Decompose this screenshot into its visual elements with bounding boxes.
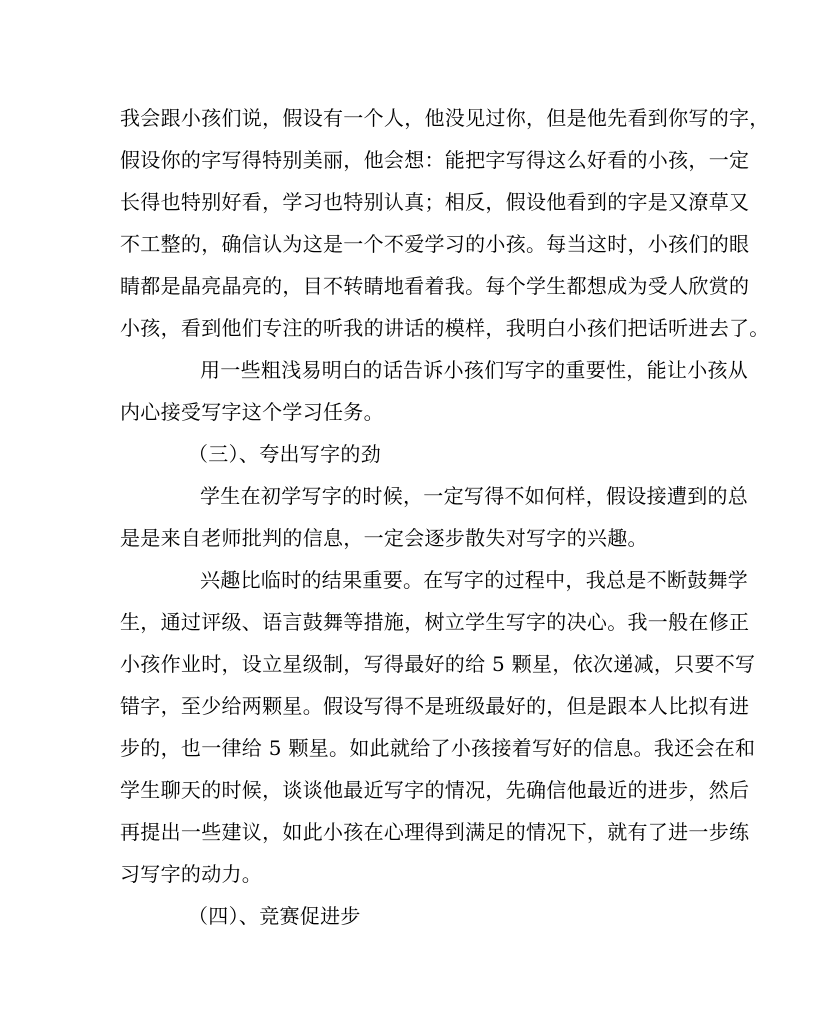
text-line: 不工整的，确信认为这是一个不爱学习的小孩。每当这时，小孩们的眼 xyxy=(120,232,750,256)
text-line: 步的，也一律给 5 颗星。如此就给了小孩接着写好的信息。我还会在和 xyxy=(120,736,756,760)
text-line: 小孩，看到他们专注的听我的讲话的模样，我明白小孩们把话听进去了。 xyxy=(120,316,770,340)
text-line: 长得也特别好看，学习也特别认真；相反，假设他看到的字是又潦草又 xyxy=(120,190,750,214)
text-line: 小孩作业时，设立星级制，写得最好的给 5 颗星，依次递减，只要不写 xyxy=(120,652,756,676)
text-line: 是是来自老师批判的信息，一定会逐步散失对写字的兴趣。 xyxy=(120,526,648,550)
text-line: 假设你的字写得特别美丽，他会想：能把字写得这么好看的小孩，一定 xyxy=(120,148,750,172)
text-line: 再提出一些建议，如此小孩在心理得到满足的情况下，就有了进一步练 xyxy=(120,820,750,844)
text-line: 用一些粗浅易明白的话告诉小孩们写字的重要性，能让小孩从 xyxy=(200,358,749,382)
text-line: 习写字的动力。 xyxy=(120,862,263,886)
section-heading: （三）、夸出写字的劲 xyxy=(188,442,381,466)
text-line: 生，通过评级、语言鼓舞等措施，树立学生写字的决心。我一般在修正 xyxy=(120,610,750,634)
text-line: 学生聊天的时候，谈谈他最近写字的情况，先确信他最近的进步，然后 xyxy=(120,778,750,802)
section-heading: （四）、竞赛促进步 xyxy=(188,904,361,928)
text-line: 兴趣比临时的结果重要。在写字的过程中，我总是不断鼓舞学 xyxy=(200,568,749,592)
text-line: 内心接受写字这个学习任务。 xyxy=(120,400,384,424)
text-line: 学生在初学写字的时候，一定写得不如何样，假设接遭到的总 xyxy=(200,484,749,508)
text-line: 睛都是晶亮晶亮的，目不转睛地看着我。每个学生都想成为受人欣赏的 xyxy=(120,274,750,298)
text-line: 我会跟小孩们说，假设有一个人，他没见过你，但是他先看到你写的字， xyxy=(120,106,770,130)
text-line: 错字，至少给两颗星。假设写得不是班级最好的，但是跟本人比拟有进 xyxy=(120,694,750,718)
